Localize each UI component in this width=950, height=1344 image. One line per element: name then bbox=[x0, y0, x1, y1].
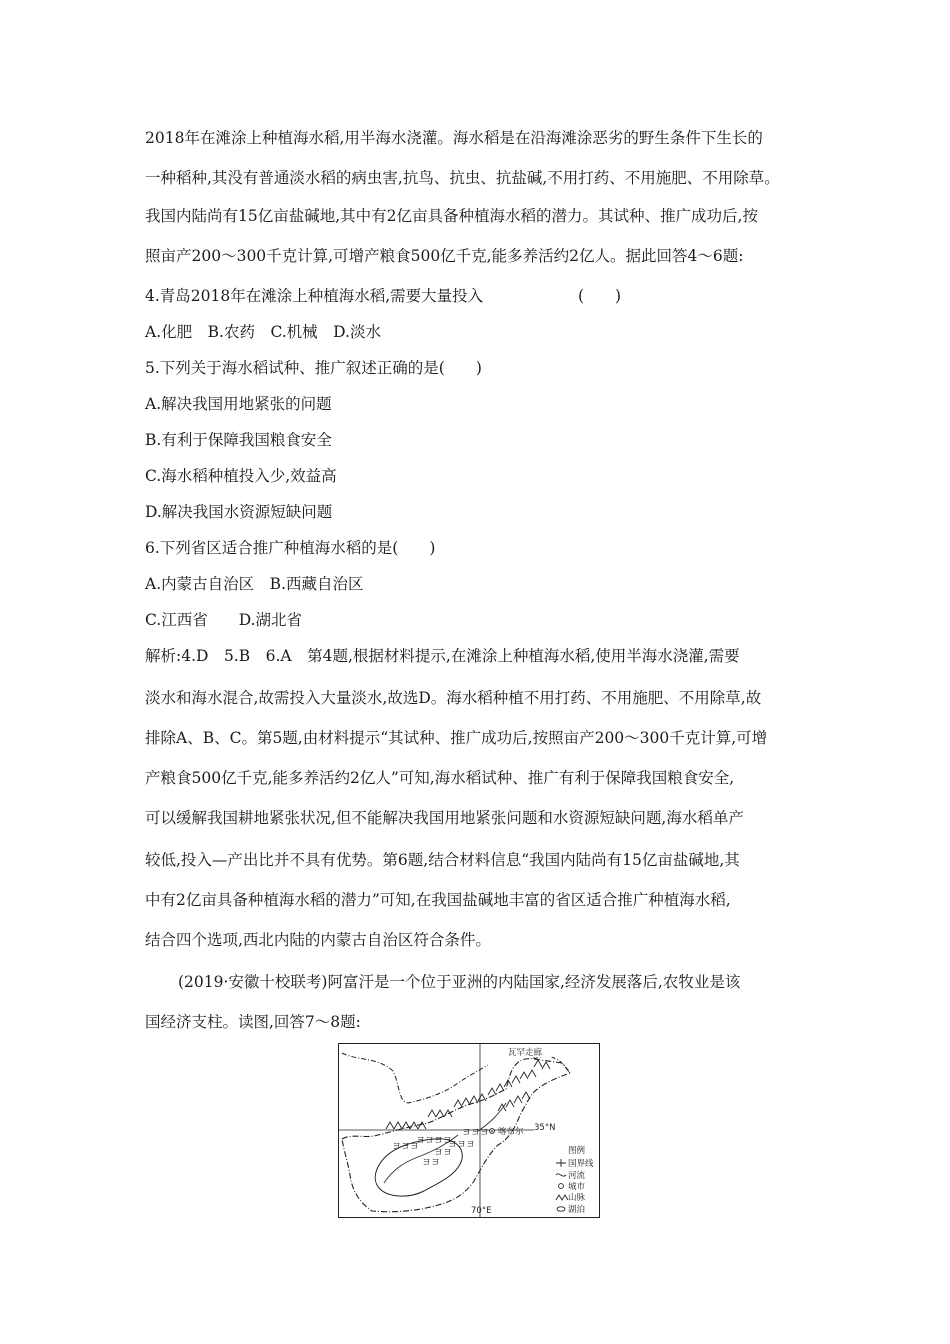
analysis-line: 淡水和海水混合,故需投入大量淡水,故选D。海水稻种植不用打药、不用施肥、不用除草,故 bbox=[145, 689, 762, 707]
material-line: 照亩产200～300千克计算,可增产粮食500亿千克,能多养活约2亿人。据此回答4～6题: bbox=[145, 247, 744, 265]
legend-city-icon bbox=[559, 1184, 564, 1189]
legend-item: 湖泊 bbox=[568, 1205, 586, 1215]
material-line: 我国内陆尚有15亿亩盐碱地,其中有2亿亩具备种植海水稻的潜力。其试种、推广成功后,按 bbox=[145, 207, 758, 225]
question-5-option: B.有利于保障我国粮食安全 bbox=[145, 431, 332, 449]
question-4-stem: 4.青岛2018年在滩涂上种植海水稻,需要大量投入 bbox=[145, 287, 484, 305]
legend-item: 国界线 bbox=[568, 1159, 594, 1169]
svg-text:ヨヨヨヨ: ヨヨヨヨ bbox=[416, 1136, 453, 1146]
city-label-kabul: 喀布尔 bbox=[498, 1127, 524, 1137]
legend-title: 图例 bbox=[568, 1146, 586, 1156]
svg-text:ヨヨ: ヨヨ bbox=[434, 1148, 453, 1158]
legend-item: 城市 bbox=[568, 1182, 586, 1192]
svg-text:ヨヨ: ヨヨ bbox=[422, 1158, 441, 1168]
analysis-line: 排除A、B、C。第5题,由材料提示“其试种、推广成功后,按照亩产200～300千克计算,可增 bbox=[145, 729, 768, 747]
question-6-option: C.江西省 D.湖北省 bbox=[145, 611, 303, 629]
section-2-line: (2019·安徽十校联考)阿富汗是一个位于亚洲的内陆国家,经济发展落后,农牧业是该 bbox=[178, 973, 741, 991]
analysis-line: 较低,投入—产出比并不具有优势。第6题,结合材料信息“我国内陆尚有15亿亩盐碱地,其 bbox=[145, 851, 740, 869]
svg-text:ヨヨヨ: ヨヨヨ bbox=[448, 1140, 476, 1150]
material-line: 2018年在滩涂上种植海水稻,用半海水浇灌。海水稻是在沿海滩涂恶劣的野生条件下生长的 bbox=[145, 129, 763, 147]
analysis-line: 产粮食500亿千克,能多养活约2亿人”可知,海水稻试种、推广有利于保障我国粮食安全, bbox=[145, 769, 735, 787]
svg-text:ヨヨヨ: ヨヨヨ bbox=[392, 1142, 420, 1152]
question-5-stem: 5.下列关于海水稻试种、推广叙述正确的是( ) bbox=[145, 359, 482, 377]
city-marker-dot bbox=[491, 1130, 493, 1132]
section-2-line: 国经济支柱。读图,回答7～8题: bbox=[145, 1013, 361, 1031]
analysis-line: 结合四个选项,西北内陆的内蒙古自治区符合条件。 bbox=[145, 931, 491, 949]
question-6-stem: 6.下列省区适合推广种植海水稻的是( ) bbox=[145, 539, 436, 557]
legend-item: 山脉 bbox=[568, 1193, 586, 1203]
analysis-line: 中有2亿亩具备种植海水稻的潜力”可知,在我国盐碱地丰富的省区适合推广种植海水稻, bbox=[145, 891, 731, 909]
latitude-label: 35°N bbox=[534, 1123, 556, 1133]
question-5-option: C.海水稻种植投入少,效益高 bbox=[145, 467, 337, 485]
longitude-label: 70°E bbox=[471, 1206, 492, 1216]
question-5-option: A.解决我国用地紧张的问题 bbox=[145, 395, 332, 413]
corridor-label: 瓦罕走廊 bbox=[508, 1048, 543, 1058]
question-5-option: D.解决我国水资源短缺问题 bbox=[145, 503, 333, 521]
question-4-options: A.化肥 B.农药 C.机械 D.淡水 bbox=[145, 323, 381, 341]
question-4-blank: ( ) bbox=[578, 287, 622, 305]
analysis-line: 可以缓解我国耕地紧张状况,但不能解决我国用地紧张问题和水资源短缺问题,海水稻单产 bbox=[145, 809, 744, 827]
legend-lake-icon bbox=[557, 1207, 565, 1211]
material-line: 一种稻种,其没有普通淡水稻的病虫害,抗鸟、抗虫、抗盐碱,不用打药、不用施肥、不用除草。 bbox=[145, 169, 780, 187]
analysis-line: 解析:4.D 5.B 6.A 第4题,根据材料提示,在滩涂上种植海水稻,使用半海水浇灌,需要 bbox=[145, 647, 740, 665]
afghanistan-map bbox=[338, 1043, 600, 1218]
question-6-option: A.内蒙古自治区 B.西藏自治区 bbox=[145, 575, 364, 593]
svg-text:ヨヨヨ: ヨヨヨ bbox=[462, 1128, 490, 1138]
legend-item: 河流 bbox=[568, 1171, 586, 1181]
